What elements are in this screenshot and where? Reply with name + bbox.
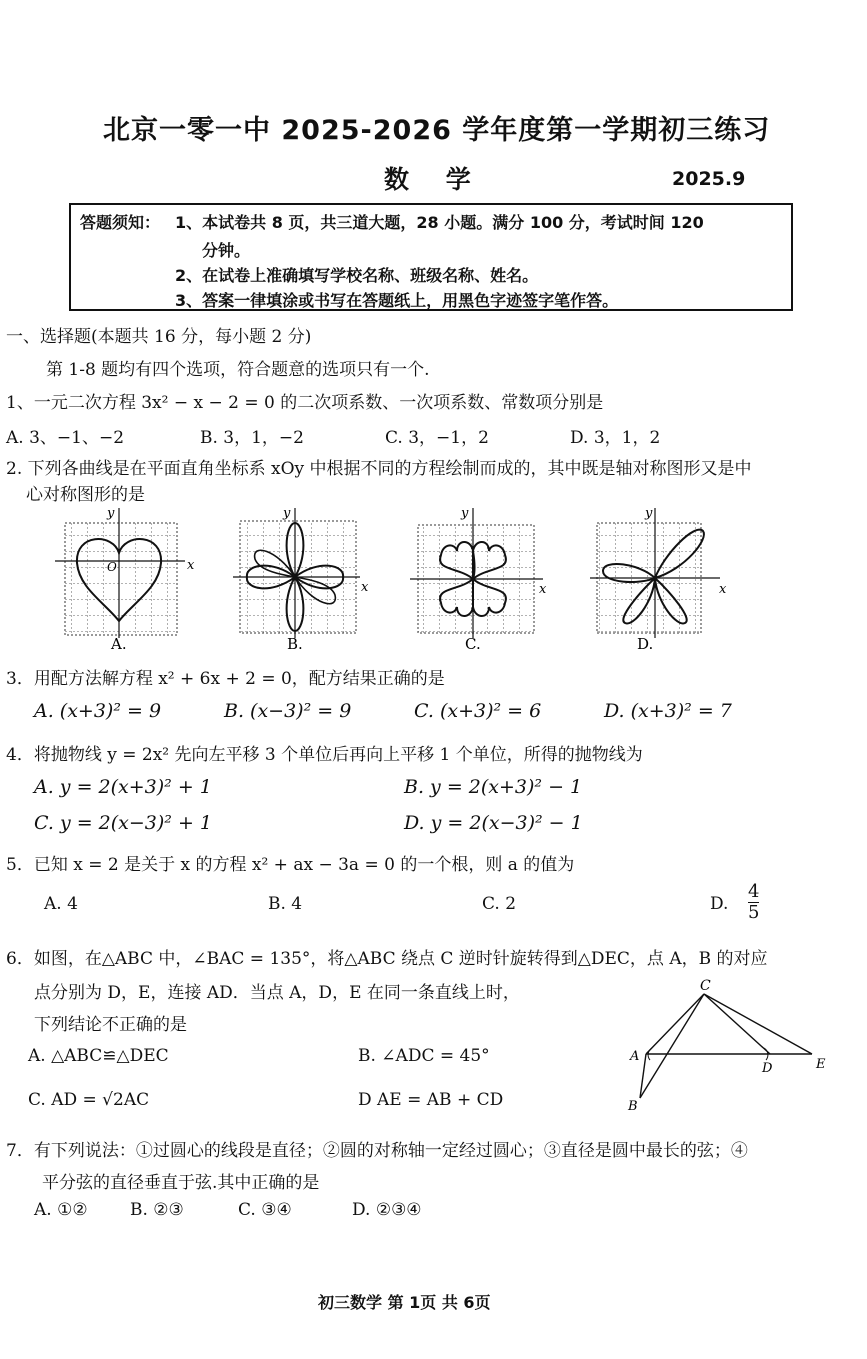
figure-a-x-label: x <box>187 558 195 573</box>
subject-title: 数 学 <box>384 165 485 194</box>
figure-b-label: B. <box>287 635 303 653</box>
q6-option-a: A. △ABC≌△DEC <box>28 1046 169 1066</box>
q4-option-a: A. y = 2(x+3)² + 1 <box>34 776 212 798</box>
q4-option-b: B. y = 2(x+3)² − 1 <box>404 776 583 798</box>
q7-option-d: D. ②③④ <box>352 1200 422 1220</box>
q1-option-d: D. 3，1，2 <box>570 428 661 448</box>
q6-triangle-figure <box>620 978 840 1118</box>
figure-a-label: A. <box>111 635 127 653</box>
q6-label-d: D <box>762 1061 773 1076</box>
q7-option-a: A. ①② <box>34 1200 88 1220</box>
q1-option-c: C. 3，−1，2 <box>385 428 489 448</box>
figure-c-y-label: y <box>461 506 469 521</box>
q6-stem-line-3: 下列结论不正确的是 <box>34 1015 187 1035</box>
figure-c-hearts <box>410 506 547 653</box>
q6-stem-line-1: 6．如图，在△ABC 中，∠BAC = 135°，将△ABC 绕点 C 逆时针旋转得到△DEC，点 A，B 的对应 <box>6 949 768 969</box>
q5-stem: 5．已知 x = 2 是关于 x 的方程 x² + ax − 3a = 0 的一个根，则 a 的值为 <box>6 855 575 875</box>
notice-line-2: 2、在试卷上准确填写学校名称、班级名称、姓名。 <box>175 266 539 285</box>
section-note: 第 1-8 题均有四个选项，符合题意的选项只有一个. <box>46 360 430 380</box>
q5-option-b: B. 4 <box>268 894 303 914</box>
q4-option-d: D. y = 2(x−3)² − 1 <box>404 812 583 834</box>
figure-d-y-label: y <box>645 506 653 521</box>
q6-option-b: B. ∠ADC = 45° <box>358 1046 490 1066</box>
q3-option-a: A. (x+3)² = 9 <box>34 700 162 722</box>
q7-option-b: B. ②③ <box>130 1200 184 1220</box>
q1-stem: 1、一元二次方程 3x² − x − 2 = 0 的二次项系数、一次项系数、常数项分别是 <box>6 393 604 413</box>
figure-a-y-label: y <box>107 506 115 521</box>
q6-option-d: D AE = AB + CD <box>358 1090 504 1110</box>
q7-stem-line-1: 7．有下列说法：①过圆心的线段是直径；②圆的对称轴一定经过圆心；③直径是圆中最长的弦；④ <box>6 1141 748 1161</box>
q1-option-a: A. 3、−1、−2 <box>6 428 125 448</box>
section-heading: 一、选择题(本题共 16 分，每小题 2 分) <box>6 327 312 347</box>
q6-option-c: C. AD = √2AC <box>28 1090 150 1110</box>
exam-date: 2025.9 <box>672 168 746 190</box>
q5-option-c: C. 2 <box>482 894 517 914</box>
q5-option-d-label: D. <box>710 894 729 914</box>
q3-option-b: B. (x−3)² = 9 <box>224 700 352 722</box>
q6-stem-line-2: 点分别为 D，E，连接 AD．当点 A，D，E 在同一条直线上时， <box>34 983 520 1003</box>
figure-b-y-label: y <box>283 506 291 521</box>
figure-d-x-label: x <box>719 582 727 597</box>
q6-label-e: E <box>816 1057 826 1072</box>
q6-label-c: C <box>700 978 711 994</box>
q1-option-b: B. 3，1，−2 <box>200 428 304 448</box>
exam-title: 北京一零一中 2025-2026 学年度第一学期初三练习 <box>103 115 771 146</box>
q2-figures <box>55 503 845 653</box>
notice-line-1b: 分钟。 <box>202 241 251 260</box>
q2-stem-line-2: 心对称图形的是 <box>26 485 145 505</box>
q6-label-b: B <box>628 1099 638 1114</box>
page-footer: 初三数学 第 1页 共 6页 <box>318 1293 491 1312</box>
q5-fraction-numerator: 4 <box>748 881 760 902</box>
notice-line-3: 3、答案一律填涂或书写在答题纸上，用黑色字迹签字笔作答。 <box>175 291 619 310</box>
notice-label: 答题须知： <box>80 213 161 232</box>
q2-stem-line-1: 2. 下列各曲线是在平面直角坐标系 xOy 中根据不同的方程绘制而成的，其中既是轴对称图形又是中 <box>6 459 752 479</box>
q7-option-c: C. ③④ <box>238 1200 292 1220</box>
figure-b-x-label: x <box>361 580 369 595</box>
q4-option-c: C. y = 2(x−3)² + 1 <box>34 812 213 834</box>
q3-option-c: C. (x+3)² = 6 <box>414 700 542 722</box>
q7-stem-line-2: 平分弦的直径垂直于弦.其中正确的是 <box>42 1173 320 1193</box>
figure-b-flower <box>233 506 369 653</box>
q4-stem: 4．将抛物线 y = 2x² 先向左平移 3 个单位后再向上平移 1 个单位，所得的抛物线为 <box>6 745 643 765</box>
figure-d-label: D. <box>637 635 654 653</box>
figure-d-rose <box>590 506 727 653</box>
q6-label-a: A <box>630 1049 640 1064</box>
figure-a-origin-label: O <box>107 560 117 574</box>
figure-c-x-label: x <box>539 582 547 597</box>
q5-option-d-fraction <box>748 882 759 923</box>
q5-fraction-denominator: 5 <box>748 902 760 923</box>
q3-stem: 3．用配方法解方程 x² + 6x + 2 = 0，配方结果正确的是 <box>6 669 445 689</box>
notice-line-1: 1、本试卷共 8 页，共三道大题，28 小题。满分 100 分，考试时间 120 <box>175 213 704 232</box>
figure-c-label: C. <box>465 635 481 653</box>
figure-a-heart <box>55 506 195 653</box>
q3-option-d: D. (x+3)² = 7 <box>604 700 732 722</box>
q5-option-a: A. 4 <box>44 894 78 914</box>
